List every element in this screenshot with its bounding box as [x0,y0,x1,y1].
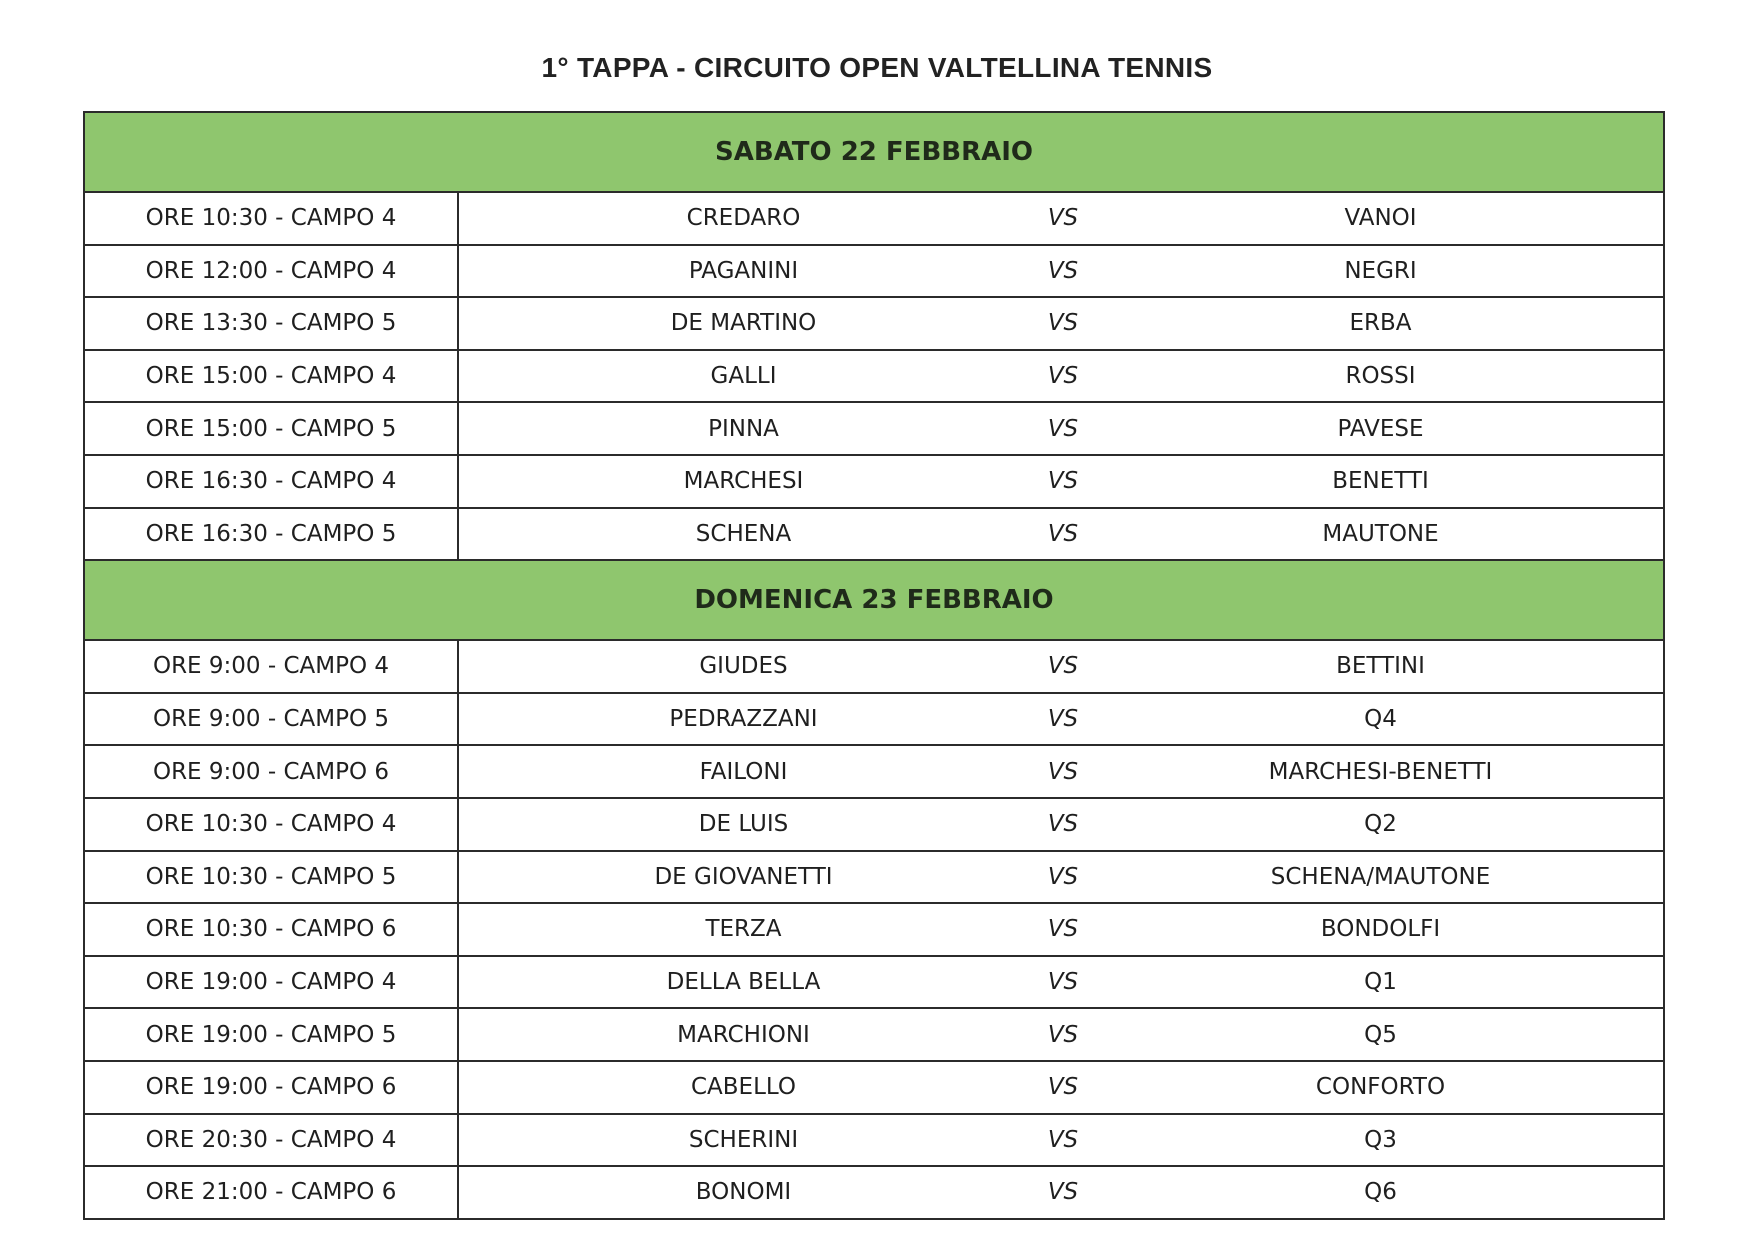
day-header-row [84,560,1664,640]
match-row [84,640,1664,693]
home-player: PINNA [458,402,1028,455]
away-player: Q1 [1098,956,1664,1009]
home-player: DE MARTINO [458,297,1028,350]
home-player: BONOMI [458,1166,1028,1219]
match-row [84,903,1664,956]
match-row [84,1008,1664,1061]
match-row [84,851,1664,904]
away-player: Q2 [1098,798,1664,851]
match-row [84,798,1664,851]
match-time: ORE 16:30 - CAMPO 4 [84,455,458,508]
home-player: DE LUIS [458,798,1028,851]
away-player: ERBA [1098,297,1664,350]
home-player: SCHENA [458,508,1028,561]
match-row [84,1166,1664,1219]
home-player: MARCHIONI [458,1008,1028,1061]
away-player: BETTINI [1098,640,1664,693]
away-player: NEGRI [1098,245,1664,298]
away-player: BENETTI [1098,455,1664,508]
match-time: ORE 16:30 - CAMPO 5 [84,508,458,561]
versus-label: VS [1028,851,1098,904]
match-time: ORE 19:00 - CAMPO 5 [84,1008,458,1061]
versus-label: VS [1028,508,1098,561]
home-player: GIUDES [458,640,1028,693]
match-time: ORE 10:30 - CAMPO 4 [84,192,458,245]
schedule-table [83,111,1665,1220]
match-time: ORE 13:30 - CAMPO 5 [84,297,458,350]
home-player: GALLI [458,350,1028,403]
home-player: MARCHESI [458,455,1028,508]
home-player: FAILONI [458,745,1028,798]
match-time: ORE 19:00 - CAMPO 6 [84,1061,458,1114]
home-player: SCHERINI [458,1114,1028,1167]
home-player: TERZA [458,903,1028,956]
match-time: ORE 20:30 - CAMPO 4 [84,1114,458,1167]
match-time: ORE 21:00 - CAMPO 6 [84,1166,458,1219]
match-time: ORE 10:30 - CAMPO 4 [84,798,458,851]
away-player: PAVESE [1098,402,1664,455]
match-time: ORE 15:00 - CAMPO 5 [84,402,458,455]
match-time: ORE 12:00 - CAMPO 4 [84,245,458,298]
match-row [84,745,1664,798]
away-player: Q6 [1098,1166,1664,1219]
match-time: ORE 15:00 - CAMPO 4 [84,350,458,403]
versus-label: VS [1028,903,1098,956]
versus-label: VS [1028,693,1098,746]
versus-label: VS [1028,455,1098,508]
away-player: CONFORTO [1098,1061,1664,1114]
versus-label: VS [1028,297,1098,350]
home-player: CREDARO [458,192,1028,245]
versus-label: VS [1028,245,1098,298]
match-row [84,245,1664,298]
away-player: Q5 [1098,1008,1664,1061]
versus-label: VS [1028,745,1098,798]
match-row [84,1114,1664,1167]
match-row [84,956,1664,1009]
versus-label: VS [1028,1166,1098,1219]
match-row [84,508,1664,561]
versus-label: VS [1028,192,1098,245]
day-header: DOMENICA 23 FEBBRAIO [84,560,1664,640]
match-time: ORE 10:30 - CAMPO 6 [84,903,458,956]
away-player: VANOI [1098,192,1664,245]
home-player: DE GIOVANETTI [458,851,1028,904]
day-header: SABATO 22 FEBBRAIO [84,112,1664,192]
page-title: 1° TAPPA - CIRCUITO OPEN VALTELLINA TENNIS [541,52,1213,83]
versus-label: VS [1028,1061,1098,1114]
match-row [84,455,1664,508]
away-player: MAUTONE [1098,508,1664,561]
match-time: ORE 9:00 - CAMPO 5 [84,693,458,746]
versus-label: VS [1028,402,1098,455]
versus-label: VS [1028,798,1098,851]
match-time: ORE 10:30 - CAMPO 5 [84,851,458,904]
home-player: DELLA BELLA [458,956,1028,1009]
away-player: Q3 [1098,1114,1664,1167]
away-player: SCHENA/MAUTONE [1098,851,1664,904]
match-time: ORE 19:00 - CAMPO 4 [84,956,458,1009]
match-row [84,192,1664,245]
match-row [84,402,1664,455]
home-player: PEDRAZZANI [458,693,1028,746]
versus-label: VS [1028,350,1098,403]
versus-label: VS [1028,956,1098,1009]
match-row [84,1061,1664,1114]
away-player: BONDOLFI [1098,903,1664,956]
away-player: MARCHESI-BENETTI [1098,745,1664,798]
match-time: ORE 9:00 - CAMPO 4 [84,640,458,693]
match-row [84,693,1664,746]
versus-label: VS [1028,1114,1098,1167]
match-row [84,350,1664,403]
match-time: ORE 9:00 - CAMPO 6 [84,745,458,798]
versus-label: VS [1028,640,1098,693]
away-player: ROSSI [1098,350,1664,403]
schedule-body [84,112,1664,1219]
match-row [84,297,1664,350]
away-player: Q4 [1098,693,1664,746]
home-player: CABELLO [458,1061,1028,1114]
day-header-row [84,112,1664,192]
home-player: PAGANINI [458,245,1028,298]
versus-label: VS [1028,1008,1098,1061]
